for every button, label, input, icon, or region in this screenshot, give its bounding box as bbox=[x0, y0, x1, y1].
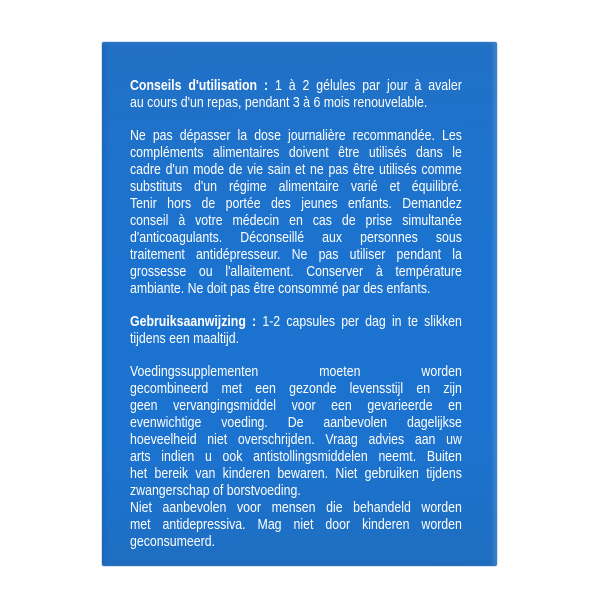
label-text-line: Niet aanbevolen voor mensen die behandeld worden bbox=[130, 500, 462, 516]
label-text-line: Gebruiksaanwijzing : 1-2 capsules per dag in te slikken bbox=[130, 314, 462, 330]
label-text-line: gecombineerd met een gezonde levensstijl en zijn bbox=[130, 381, 462, 397]
label-text-line: het bereik van kinderen bewaren. Niet gebruiken tijdens bbox=[130, 466, 462, 482]
label-text-line: geen vervangingsmiddel voor een gevarieerde en bbox=[130, 398, 462, 414]
label-text-line: cadre d'un mode de vie sain et ne pas être utilisés comme bbox=[130, 162, 462, 178]
label-text-line: arts indien u ook antistollingsmiddelen neemt. Buiten bbox=[130, 449, 462, 465]
label-paragraph-fr-conseils bbox=[130, 78, 462, 112]
label-paragraph-nl-antidepressiva bbox=[130, 500, 462, 551]
paragraph-heading: Gebruiksaanwijzing : bbox=[130, 314, 257, 330]
label-text-line: met antidepressiva. Mag niet door kinderen worden bbox=[130, 517, 462, 533]
label-paragraph-nl-gebruiksaanwijzing bbox=[130, 314, 462, 348]
label-text-line: Conseils d'utilisation : 1 à 2 gélules par jour à avaler bbox=[130, 78, 462, 94]
label-text-line: au cours d'un repas, pendant 3 à 6 mois renouvelable. bbox=[130, 95, 428, 111]
label-paragraph-fr-avertissements bbox=[130, 128, 462, 298]
label-text-line: grossesse ou l'allaitement. Conserver à température bbox=[130, 264, 462, 280]
label-text-line: Ne pas dépasser la dose journalière recommandée. Les bbox=[130, 128, 462, 144]
label-text-line: d'anticoagulants. Déconseillé aux personnes sous bbox=[130, 230, 462, 246]
paragraph-heading: Conseils d'utilisation : bbox=[130, 78, 269, 94]
label-paragraph-nl-waarschuwingen bbox=[130, 364, 462, 500]
label-text-line: compléments alimentaires doivent être utilisés dans le bbox=[130, 145, 462, 161]
label-text-line: conseil à votre médecin en cas de prise simultanée bbox=[130, 213, 462, 229]
label-text-line: Voedingssupplementen moeten worden bbox=[130, 364, 462, 380]
label-text-line: evenwichtige voeding. De aanbevolen dagelijkse bbox=[130, 415, 462, 431]
label-text-line: traitement antidépresseur. Ne pas utiliser pendant la bbox=[130, 247, 462, 263]
label-text-line: Tenir hors de portée des jeunes enfants. Demandez bbox=[130, 196, 462, 212]
label-text-line: geconsumeerd. bbox=[130, 534, 216, 550]
label-text-line: ambiante. Ne doit pas être consommé par des enfants. bbox=[130, 281, 431, 297]
label-text-line: hoeveelheid niet overschrijden. Vraag advies aan uw bbox=[130, 432, 462, 448]
label-panel bbox=[102, 42, 497, 566]
label-text-block bbox=[130, 78, 462, 551]
label-text-line: zwangerschap of borstvoeding. bbox=[130, 483, 301, 499]
label-text-line: tijdens een maaltijd. bbox=[130, 331, 240, 347]
label-text-line: substituts d'un régime alimentaire varié et équilibré. bbox=[130, 179, 462, 195]
